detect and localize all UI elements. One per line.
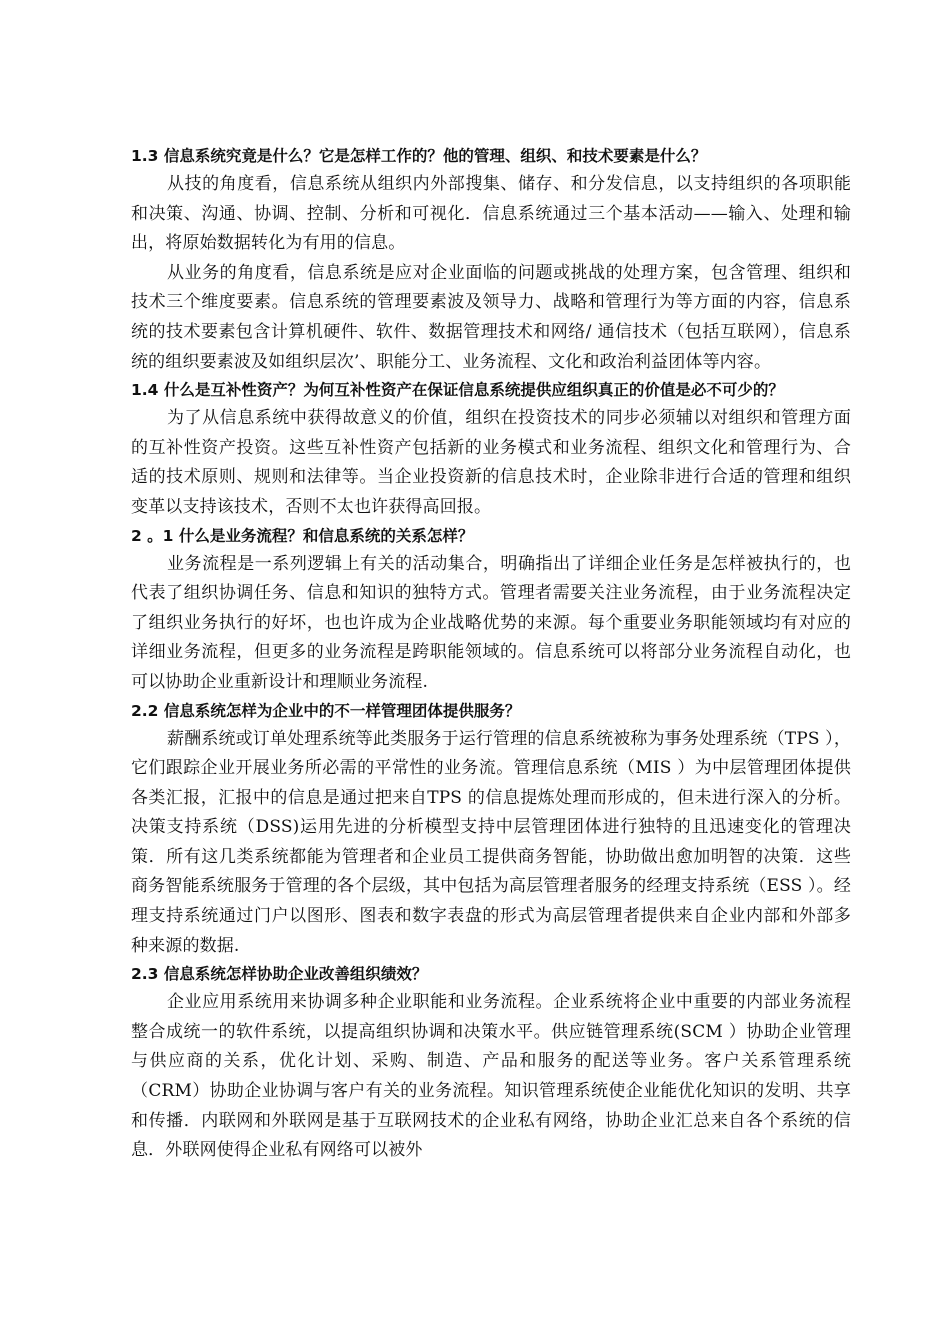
paragraph: 企业应用系统用来协调多种企业职能和业务流程。企业系统将企业中重要的内部业务流程整合成统一的软件系统，以提高组织协调和决策水平。供应链管理系统(SCM ）协助企业管理与供应商的关系，优化计划、采购、制造、产品和服务的配送等业务。客户关系管理系统（CRM）协助企业协调与客户有关的业务流程。知识管理系统使企业能优化知识的发明、共享和传播．内联网和外联网是基于互联网技术的企业私有网络，协助企业汇总来自各个系统的信息．外联网使得企业私有网络可以被外 bbox=[131, 992, 851, 1161]
paragraph: 薪酬系统或订单处理系统等此类服务于运行管理的信息系统被称为事务处理系统（TPS ），它们跟踪企业开展业务所必需的平常性的业务流。管理信息系统（MIS ）为中层管理团体提供各类汇报，汇报中的信息是通过把来自TPS 的信息提炼处理而形成的，但未进行深入的分析。决策支持系统（DSS)运用先进的分析模型支持中层管理团体进行独特的且迅速变化的管理决策．所有这几类系统都能为管理者和企业员工提供商务智能，协助做出愈加明智的决策．这些商务智能系统服务于管理的各个层级，其中包括为高层管理者服务的经理支持系统（ESS ）。经理支持系统通过门户以图形、图表和数字表盘的形式为高层管理者提供来自企业内部和外部多种来源的数据. bbox=[131, 728, 851, 956]
section-heading: 2.2 信息系统怎样为企业中的不一样管理团体提供服务？ bbox=[131, 701, 521, 720]
section-heading: 2.3 信息系统怎样协助企业改善组织绩效？ bbox=[131, 965, 428, 984]
section-1-4 bbox=[131, 377, 851, 522]
document-page bbox=[131, 143, 851, 1166]
paragraph: 为了从信息系统中获得故意义的价值，组织在投资技术的同步必须辅以对组织和管理方面的互补性资产投资。这些互补性资产包括新的业务模式和业务流程、组织文化和管理行为、合适的技术原则、规则和法律等。当企业投资新的信息技术时，企业除非进行合适的管理和组织变革以支持该技术，否则不太也许获得高回报。 bbox=[131, 408, 851, 517]
section-2-3 bbox=[131, 961, 851, 1166]
section-2-1 bbox=[131, 523, 851, 698]
section-heading: 2 。1 什么是业务流程？和信息系统的关系怎样？ bbox=[131, 526, 474, 545]
paragraph: 从业务的角度看，信息系统是应对企业面临的问题或挑战的处理方案，包含管理、组织和技术三个维度要素。信息系统的管理要素波及领导力、战略和管理行为等方面的内容，信息系统的技术要素包含计算机硬件、软件、数据管理技术和网络/ 通信技术（包括互联网），信息系统的组织要素波及如组织层次’、职能分工、业务流程、文化和政治利益团体等内容。 bbox=[131, 262, 851, 372]
paragraph: 业务流程是一系列逻辑上有关的活动集合，明确指出了详细企业任务是怎样被执行的，也代表了组织协调任务、信息和知识的独特方式。管理者需要关注业务流程，由于业务流程决定了组织业务执行的好坏，也也许成为企业战略优势的来源。每个重要业务职能领域均有对应的详细业务流程，但更多的业务流程是跨职能领域的。信息系统可以将部分业务流程自动化，也可以协助企业重新设计和理顺业务流程. bbox=[131, 553, 851, 692]
section-heading: 1.3 信息系统究竟是什么？它是怎样工作的？他的管理、组织、和技术要素是什么？ bbox=[131, 147, 707, 165]
paragraph: 从技的角度看，信息系统从组织内外部搜集、储存、和分发信息，以支持组织的各项职能和决策、沟通、协调、控制、分析和可视化．信息系统通过三个基本活动——输入、处理和输出，将原始数据转化为有用的信息。 bbox=[131, 174, 851, 254]
section-heading: 1.4 什么是互补性资产？为何互补性资产在保证信息系统提供应组织真正的价值是必不可少的？ bbox=[131, 381, 784, 400]
section-2-2 bbox=[131, 698, 851, 962]
section-1-3 bbox=[131, 143, 851, 377]
